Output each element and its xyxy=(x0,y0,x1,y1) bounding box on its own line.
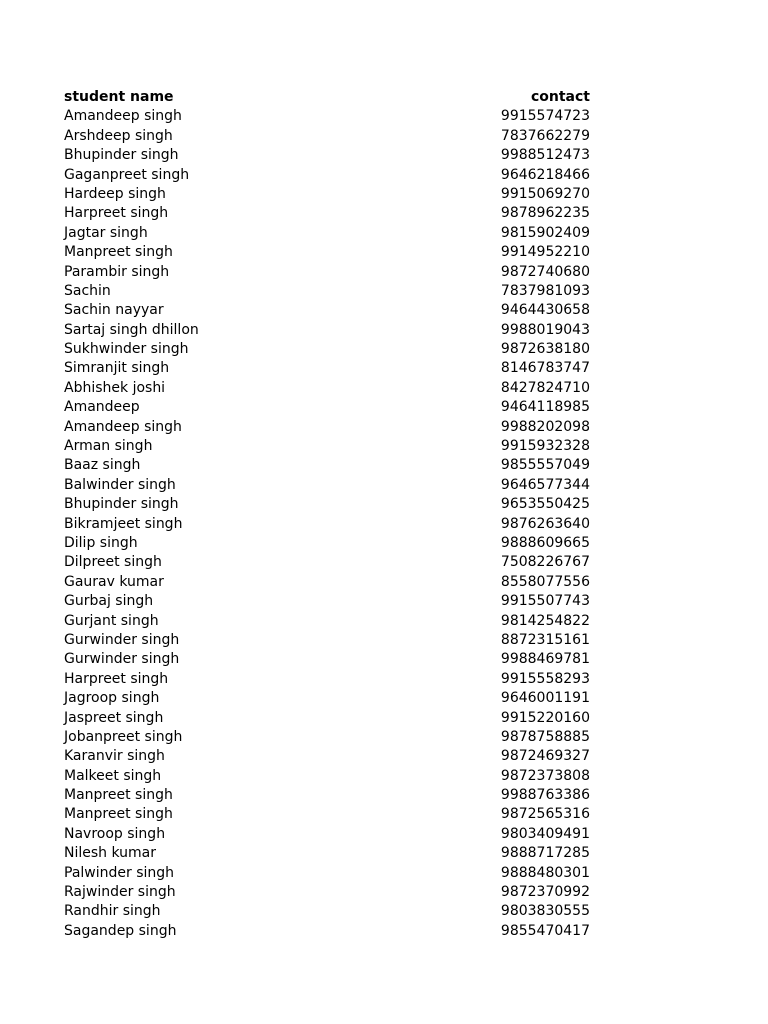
student-name-cell: Manpreet singh xyxy=(64,244,173,261)
contact-cell: 9855557049 xyxy=(500,457,590,474)
contact-cell: 9646001191 xyxy=(500,690,590,707)
table-row xyxy=(64,243,590,262)
contact-cell: 9464430658 xyxy=(500,302,590,319)
table-row xyxy=(64,359,590,378)
table-row xyxy=(64,689,590,708)
contact-cell: 9855470417 xyxy=(500,922,590,939)
student-name-cell: Gurbaj singh xyxy=(64,593,154,610)
table-row xyxy=(64,883,590,902)
student-name-cell: Dilpreet singh xyxy=(64,554,162,571)
table-row xyxy=(64,224,590,243)
table-row xyxy=(64,573,590,592)
contact-cell: 9915507743 xyxy=(500,593,590,610)
student-name-cell: Jagroop singh xyxy=(64,690,160,707)
table-row xyxy=(64,902,590,921)
contact-cell: 9915069270 xyxy=(500,185,590,202)
contact-cell: 9872638180 xyxy=(500,341,590,358)
contact-cell: 9878962235 xyxy=(500,205,590,222)
table-row xyxy=(64,456,590,475)
student-name-cell: Nilesh kumar xyxy=(64,845,157,862)
table-row xyxy=(64,534,590,553)
contact-cell: 9988763386 xyxy=(500,787,590,804)
table-row xyxy=(64,263,590,282)
student-name-cell: Sachin nayyar xyxy=(64,302,164,319)
student-name-cell: Bhupinder singh xyxy=(64,147,179,164)
contact-cell: 9914952210 xyxy=(500,244,590,261)
student-name-cell: Malkeet singh xyxy=(64,767,162,784)
student-name-cell: Karanvir singh xyxy=(64,748,165,765)
student-name-cell: Harpreet singh xyxy=(64,205,169,222)
contact-cell: 9872370992 xyxy=(500,884,590,901)
table-row xyxy=(64,844,590,863)
student-name-cell: Navroop singh xyxy=(64,825,166,842)
table-row xyxy=(64,670,590,689)
table-row xyxy=(64,398,590,417)
contact-cell: 9915220160 xyxy=(500,709,590,726)
table-row xyxy=(64,553,590,572)
table-row xyxy=(64,340,590,359)
contact-cell: 9888480301 xyxy=(500,864,590,881)
student-name-cell: Manpreet singh xyxy=(64,787,173,804)
table-row xyxy=(64,728,590,747)
contact-cell: 9915932328 xyxy=(500,438,590,455)
contact-cell: 9815902409 xyxy=(500,224,590,241)
student-name-cell: Bhupinder singh xyxy=(64,496,179,513)
contact-cell: 9872565316 xyxy=(500,806,590,823)
student-name-header: student name xyxy=(64,89,174,105)
contact-cell: 8558077556 xyxy=(500,573,590,590)
table-row xyxy=(64,709,590,728)
student-name-cell: Palwinder singh xyxy=(64,864,175,881)
student-name-cell: Arshdeep singh xyxy=(64,127,173,144)
contact-cell: 9872469327 xyxy=(500,748,590,765)
student-name-cell: Parambir singh xyxy=(64,263,170,280)
table-row xyxy=(64,612,590,631)
student-name-cell: Gurwinder singh xyxy=(64,631,180,648)
student-name-cell: Gaurav kumar xyxy=(64,573,164,590)
contact-cell: 9915574723 xyxy=(500,108,590,125)
student-name-cell: Gurwinder singh xyxy=(64,651,180,668)
table-row xyxy=(64,204,590,223)
student-name-cell: Hardeep singh xyxy=(64,185,166,202)
student-name-cell: Balwinder singh xyxy=(64,476,176,493)
contact-cell: 9872740680 xyxy=(500,263,590,280)
contact-cell: 9653550425 xyxy=(500,496,590,513)
contact-cell: 9988202098 xyxy=(500,418,590,435)
student-name-cell: Arman singh xyxy=(64,438,153,455)
table-row xyxy=(64,864,590,883)
table-row xyxy=(64,922,590,941)
table-row xyxy=(64,631,590,650)
table-row xyxy=(64,127,590,146)
student-name-cell: Amandeep singh xyxy=(64,108,182,125)
table-row xyxy=(64,786,590,805)
student-name-cell: Harpreet singh xyxy=(64,670,169,687)
table-row xyxy=(64,146,590,165)
table-row xyxy=(64,282,590,301)
student-name-cell: Baaz singh xyxy=(64,457,141,474)
table-row xyxy=(64,185,590,204)
contact-cell: 9988512473 xyxy=(500,147,590,164)
table-row xyxy=(64,767,590,786)
student-name-cell: Randhir singh xyxy=(64,903,161,920)
table-row xyxy=(64,650,590,669)
student-name-cell: Abhishek joshi xyxy=(64,379,166,396)
contact-cell: 9888717285 xyxy=(500,845,590,862)
table-row xyxy=(64,321,590,340)
table-row xyxy=(64,418,590,437)
table-row xyxy=(64,805,590,824)
student-name-cell: Sartaj singh dhillon xyxy=(64,321,199,338)
table-row xyxy=(64,476,590,495)
table-row xyxy=(64,495,590,514)
table-row xyxy=(64,301,590,320)
contact-cell: 9988469781 xyxy=(500,651,590,668)
contact-cell: 8146783747 xyxy=(500,360,590,377)
contact-cell: 8427824710 xyxy=(500,379,590,396)
contact-cell: 9876263640 xyxy=(500,515,590,532)
contact-cell: 7837662279 xyxy=(500,127,590,144)
contact-cell: 9803830555 xyxy=(500,903,590,920)
student-contact-table xyxy=(64,88,590,941)
table-row xyxy=(64,166,590,185)
contact-cell: 9888609665 xyxy=(500,534,590,551)
table-row xyxy=(64,825,590,844)
contact-cell: 9464118985 xyxy=(500,399,590,416)
table-header-row xyxy=(64,88,590,107)
table-body xyxy=(64,107,590,941)
contact-cell: 7508226767 xyxy=(500,554,590,571)
student-name-cell: Simranjit singh xyxy=(64,360,170,377)
student-name-cell: Gaganpreet singh xyxy=(64,166,190,183)
table-row xyxy=(64,747,590,766)
student-name-cell: Dilip singh xyxy=(64,534,138,551)
contact-cell: 9646218466 xyxy=(500,166,590,183)
contact-cell: 9878758885 xyxy=(500,728,590,745)
student-name-cell: Sukhwinder singh xyxy=(64,341,189,358)
student-name-cell: Gurjant singh xyxy=(64,612,159,629)
student-name-cell: Bikramjeet singh xyxy=(64,515,183,532)
student-name-cell: Sachin xyxy=(64,282,111,299)
student-name-cell: Jaspreet singh xyxy=(64,709,164,726)
student-name-cell: Jagtar singh xyxy=(64,224,148,241)
student-name-cell: Jobanpreet singh xyxy=(64,728,183,745)
student-name-cell: Sagandep singh xyxy=(64,922,177,939)
contact-cell: 8872315161 xyxy=(500,631,590,648)
contact-header: contact xyxy=(530,89,590,105)
table-row xyxy=(64,515,590,534)
contact-cell: 9872373808 xyxy=(500,767,590,784)
table-row xyxy=(64,437,590,456)
student-name-cell: Manpreet singh xyxy=(64,806,173,823)
contact-cell: 9988019043 xyxy=(500,321,590,338)
contact-cell: 9646577344 xyxy=(500,476,590,493)
table-row xyxy=(64,379,590,398)
student-name-cell: Amandeep singh xyxy=(64,418,182,435)
student-name-cell: Amandeep xyxy=(64,399,140,416)
contact-cell: 9814254822 xyxy=(500,612,590,629)
table-row xyxy=(64,107,590,126)
contact-cell: 9803409491 xyxy=(500,825,590,842)
table-row xyxy=(64,592,590,611)
student-name-cell: Rajwinder singh xyxy=(64,884,176,901)
contact-cell: 7837981093 xyxy=(500,282,590,299)
contact-cell: 9915558293 xyxy=(500,670,590,687)
